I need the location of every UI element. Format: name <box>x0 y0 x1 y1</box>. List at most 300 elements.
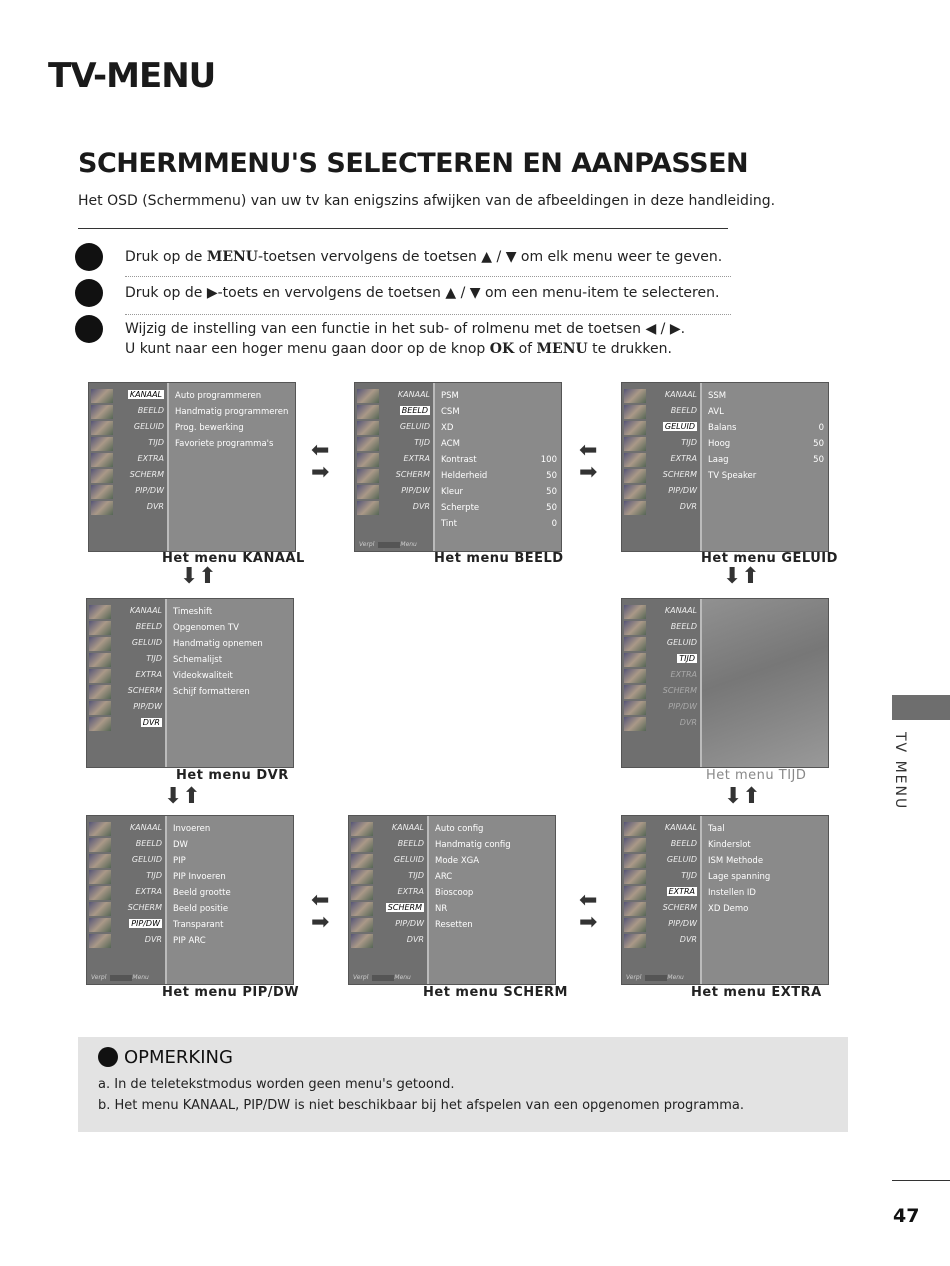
menu-footer-hint <box>359 541 417 548</box>
menu-sidebar-label: BEELD <box>135 839 162 848</box>
section-tab <box>892 695 950 720</box>
menu-sidebar-item <box>87 934 165 948</box>
menu-sidebar-label: KANAAL <box>129 390 162 399</box>
menu-item-list <box>435 824 551 936</box>
menu-sidebar <box>622 599 702 767</box>
menu-sidebar-item <box>87 902 165 916</box>
menu-thumbnail-icon <box>89 685 111 699</box>
menu-sidebar-label: DVR <box>679 502 697 511</box>
menu-thumbnail-icon <box>89 918 111 932</box>
menu-sidebar-item <box>87 637 165 651</box>
menu-sidebar-label: PIP/DW <box>668 919 697 928</box>
menu-option: Handmatig config <box>435 840 511 850</box>
menu-option: PIP ARC <box>173 936 206 946</box>
menu-option: Transparant <box>173 920 224 930</box>
menu-sidebar-label: BEELD <box>670 622 697 631</box>
menu-thumbnail-icon <box>624 669 646 683</box>
footer-menu-label: Menu <box>394 974 411 981</box>
menu-option: Resetten <box>435 920 473 930</box>
menu-beeld-screen <box>354 382 562 552</box>
menu-sidebar-label: KANAAL <box>129 823 162 832</box>
menu-option-label: TV Speaker <box>708 471 757 481</box>
menu-thumbnail-icon <box>624 453 646 467</box>
menu-sidebar-label: PIP/DW <box>135 486 164 495</box>
menu-sidebar-label: SCHERM <box>129 470 164 479</box>
menu-option <box>708 407 824 423</box>
menu-sidebar-item <box>89 485 167 499</box>
caption-kanaal: Het menu KANAAL <box>162 551 305 566</box>
menu-thumbnail-icon <box>91 437 113 451</box>
menu-sidebar <box>87 599 167 767</box>
menu-sidebar-label: EXTRA <box>670 454 697 463</box>
menu-sidebar-item <box>622 469 700 483</box>
menu-sidebar-label: GELUID <box>664 422 695 431</box>
menu-sidebar-label: KANAAL <box>664 823 697 832</box>
menu-sidebar-item <box>622 501 700 515</box>
caption-tijd: Het menu TIJD <box>706 768 807 783</box>
menu-thumbnail-icon <box>624 621 646 635</box>
menu-scherm-screen <box>348 815 556 985</box>
menu-option <box>441 455 557 471</box>
menu-thumbnail-icon <box>89 701 111 715</box>
menu-sidebar-label: SCHERM <box>127 686 162 695</box>
menu-option-label: Kontrast <box>441 455 477 465</box>
footer-move-label: Verpl <box>626 974 642 981</box>
menu-sidebar-item <box>355 485 433 499</box>
menu-thumbnail-icon <box>357 453 379 467</box>
menu-option-label: ACM <box>441 439 460 449</box>
menu-sidebar-item <box>622 838 700 852</box>
menu-thumbnail-icon <box>624 934 646 948</box>
menu-sidebar-label: DVR <box>146 502 164 511</box>
menu-footer-hint <box>91 974 149 981</box>
menu-sidebar-label: TIJD <box>146 654 162 663</box>
menu-sidebar-item <box>349 870 427 884</box>
menu-sidebar-label: KANAAL <box>129 606 162 615</box>
menu-sidebar-item <box>87 701 165 715</box>
menu-option <box>441 471 557 487</box>
page-title: TV-MENU <box>48 56 216 96</box>
menu-sidebar-label: EXTRA <box>397 887 424 896</box>
menu-thumbnail-icon <box>624 838 646 852</box>
menu-item-list <box>173 607 289 703</box>
menu-option: XD Demo <box>708 904 749 914</box>
menu-option: Auto programmeren <box>175 391 262 401</box>
menu-option-label: Tint <box>441 519 458 529</box>
arrow-up-down-icon: ⬇⬆ <box>164 784 201 809</box>
menu-option-value: 50 <box>546 487 557 497</box>
caption-scherm: Het menu SCHERM <box>423 985 568 1000</box>
menu-kanaal-screen <box>88 382 296 552</box>
menu-thumbnail-icon <box>351 854 373 868</box>
menu-sidebar-item <box>622 902 700 916</box>
menu-sidebar-label: TIJD <box>414 438 430 447</box>
menu-thumbnail-icon <box>357 437 379 451</box>
step-2-text: Druk op de ▶-toets en vervolgens de toetsen ▲ / ▼ om een menu-item te selecteren. <box>125 285 720 301</box>
menu-tijd-screen <box>621 598 829 768</box>
menu-thumbnail-icon <box>89 653 111 667</box>
note-line-b: b. Het menu KANAAL, PIP/DW is niet beschikbaar bij het afspelen van een opgenomen programma. <box>98 1098 745 1113</box>
menu-option-value: 50 <box>546 471 557 481</box>
menu-thumbnail-icon <box>624 854 646 868</box>
caption-beeld: Het menu BEELD <box>434 551 564 566</box>
menu-sidebar-item <box>87 653 165 667</box>
menu-sidebar-label: GELUID <box>399 422 430 431</box>
menu-sidebar-label: DVR <box>679 718 697 727</box>
menu-thumbnail-icon <box>624 870 646 884</box>
menu-sidebar-item <box>355 469 433 483</box>
menu-option: Instellen ID <box>708 888 756 898</box>
menu-sidebar-item <box>622 701 700 715</box>
footer-key-bar <box>378 542 400 548</box>
menu-thumbnail-icon <box>357 389 379 403</box>
step-1-text: Druk op de MENU-toetsen vervolgens de toetsen ▲ / ▼ om elk menu weer te geven. <box>125 249 723 265</box>
menu-thumbnail-icon <box>624 501 646 515</box>
menu-option-label: Kleur <box>441 487 464 497</box>
menu-sidebar-label: PIP/DW <box>133 702 162 711</box>
section-tab-label: TV MENU <box>892 732 908 811</box>
menu-sidebar-item <box>355 405 433 419</box>
menu-option <box>441 487 557 503</box>
arrow-up-down-icon: ⬇⬆ <box>180 564 217 589</box>
menu-thumbnail-icon <box>89 637 111 651</box>
menu-sidebar-label: BEELD <box>670 839 697 848</box>
footer-move-label: Verpl <box>353 974 369 981</box>
menu-sidebar-label: SCHERM <box>387 903 422 912</box>
menu-sidebar-label: TIJD <box>146 871 162 880</box>
menu-thumbnail-icon <box>91 453 113 467</box>
menu-option: ARC <box>435 872 453 882</box>
menu-sidebar-item <box>355 453 433 467</box>
menu-thumbnail-icon <box>624 389 646 403</box>
footer-move-label: Verpl <box>91 974 107 981</box>
menu-sidebar-item <box>89 437 167 451</box>
intro-divider <box>78 228 728 229</box>
menu-option: Bioscoop <box>435 888 474 898</box>
menu-thumbnail-icon <box>89 621 111 635</box>
caption-pipdw: Het menu PIP/DW <box>162 985 300 1000</box>
menu-sidebar-item <box>89 501 167 515</box>
menu-sidebar-item <box>89 421 167 435</box>
menu-sidebar-item <box>349 886 427 900</box>
menu-thumbnail-icon <box>357 469 379 483</box>
page-number: 47 <box>893 1205 920 1227</box>
arrow-left-right-icon: ⬅ ➡ <box>579 888 598 935</box>
menu-thumbnail-icon <box>351 838 373 852</box>
menu-sidebar-item <box>622 389 700 403</box>
menu-option: ISM Methode <box>708 856 764 866</box>
menu-sidebar-label: DVR <box>406 935 424 944</box>
menu-sidebar-label: DVR <box>144 935 162 944</box>
menu-option <box>708 423 824 439</box>
menu-option-label: AVL <box>708 407 724 417</box>
menu-thumbnail-icon <box>91 421 113 435</box>
menu-sidebar-item <box>87 838 165 852</box>
menu-option: Auto config <box>435 824 484 834</box>
step-bullet-icon <box>75 279 103 307</box>
menu-sidebar <box>622 816 702 984</box>
menu-sidebar-label: TIJD <box>681 438 697 447</box>
step-bullet-icon <box>75 243 103 271</box>
menu-item-list <box>173 824 289 952</box>
step-3-text: Wijzig de instelling van een functie in het sub- of rolmenu met de toetsen ◀ / ▶. <box>125 321 686 337</box>
menu-sidebar-item <box>622 934 700 948</box>
menu-sidebar-item <box>622 870 700 884</box>
menu-option: NR <box>435 904 448 914</box>
menu-sidebar-label: EXTRA <box>670 670 697 679</box>
menu-sidebar-label: SCHERM <box>662 686 697 695</box>
menu-option: DW <box>173 840 188 850</box>
menu-option <box>441 407 557 423</box>
menu-sidebar-label: TIJD <box>679 654 695 663</box>
menu-thumbnail-icon <box>89 902 111 916</box>
menu-footer-hint <box>626 974 684 981</box>
menu-sidebar <box>349 816 429 984</box>
step-3-line-2: U kunt naar een hoger menu gaan door op de knop OK of MENU te drukken. <box>125 341 672 357</box>
menu-option: Handmatig programmeren <box>175 407 289 417</box>
menu-geluid-screen <box>621 382 829 552</box>
menu-dvr-screen <box>86 598 294 768</box>
menu-sidebar-item <box>87 669 165 683</box>
menu-thumbnail-icon <box>351 822 373 836</box>
caption-dvr: Het menu DVR <box>176 768 289 783</box>
menu-option: Lage spanning <box>708 872 771 882</box>
footer-key-bar <box>645 975 667 981</box>
footer-menu-label: Menu <box>400 541 417 548</box>
menu-option <box>441 519 557 535</box>
menu-sidebar-label: GELUID <box>133 422 164 431</box>
menu-option-value: 50 <box>813 455 824 465</box>
note-bullet-icon <box>98 1047 118 1067</box>
menu-thumbnail-icon <box>91 501 113 515</box>
menu-option <box>708 471 824 487</box>
menu-option-value: 50 <box>546 503 557 513</box>
menu-sidebar-label: BEELD <box>137 406 164 415</box>
menu-item-list <box>175 391 291 455</box>
menu-sidebar-label: EXTRA <box>135 670 162 679</box>
menu-thumbnail-icon <box>357 405 379 419</box>
menu-thumbnail-icon <box>624 405 646 419</box>
menu-pipdw-screen <box>86 815 294 985</box>
menu-option-label: CSM <box>441 407 460 417</box>
menu-option-label: Balans <box>708 423 737 433</box>
menu-thumbnail-icon <box>624 701 646 715</box>
menu-sidebar-item <box>87 621 165 635</box>
menu-thumbnail-icon <box>624 421 646 435</box>
menu-option: Mode XGA <box>435 856 480 866</box>
menu-sidebar-item <box>89 405 167 419</box>
menu-option-value: 50 <box>813 439 824 449</box>
arrow-up-down-icon: ⬇⬆ <box>723 564 760 589</box>
menu-option: Favoriete programma's <box>175 439 274 449</box>
menu-sidebar-item <box>349 822 427 836</box>
menu-sidebar-label: SCHERM <box>662 903 697 912</box>
menu-sidebar-item <box>355 437 433 451</box>
menu-footer-hint <box>353 974 411 981</box>
menu-option: Taal <box>708 824 725 834</box>
note-box <box>78 1037 848 1132</box>
menu-thumbnail-icon <box>351 934 373 948</box>
menu-thumbnail-icon <box>624 437 646 451</box>
menu-sidebar-item <box>349 902 427 916</box>
page-number-rule <box>892 1180 950 1181</box>
menu-option: Beeld positie <box>173 904 229 914</box>
menu-sidebar-item <box>622 685 700 699</box>
menu-sidebar-label: GELUID <box>131 855 162 864</box>
menu-option: PIP Invoeren <box>173 872 226 882</box>
menu-sidebar-item <box>87 918 165 932</box>
menu-option-value: 0 <box>818 423 824 433</box>
menu-sidebar-item <box>622 421 700 435</box>
footer-key-bar <box>372 975 394 981</box>
menu-option <box>441 503 557 519</box>
menu-sidebar-item <box>87 822 165 836</box>
menu-option <box>708 391 824 407</box>
menu-thumbnail-icon <box>624 886 646 900</box>
menu-sidebar-item <box>87 717 165 731</box>
footer-key-bar <box>110 975 132 981</box>
menu-sidebar-label: EXTRA <box>137 454 164 463</box>
menu-option: Handmatig opnemen <box>173 639 263 649</box>
menu-sidebar-item <box>349 918 427 932</box>
menu-thumbnail-icon <box>624 605 646 619</box>
menu-option: Timeshift <box>173 607 213 617</box>
menu-sidebar-item <box>622 605 700 619</box>
menu-sidebar-label: BEELD <box>401 406 428 415</box>
menu-option: Videokwaliteit <box>173 671 233 681</box>
menu-sidebar-item <box>349 934 427 948</box>
menu-option-label: PSM <box>441 391 459 401</box>
arrow-left-right-icon: ⬅ ➡ <box>311 438 330 485</box>
menu-sidebar-item <box>622 918 700 932</box>
menu-option-value: 0 <box>551 519 557 529</box>
menu-thumbnail-icon <box>91 405 113 419</box>
menu-thumbnail-icon <box>624 822 646 836</box>
menu-thumbnail-icon <box>89 838 111 852</box>
menu-thumbnail-icon <box>351 918 373 932</box>
menu-sidebar-item <box>349 854 427 868</box>
menu-thumbnail-icon <box>357 501 379 515</box>
menu-sidebar-label: KANAAL <box>664 390 697 399</box>
menu-thumbnail-icon <box>624 717 646 731</box>
menu-sidebar-label: BEELD <box>670 406 697 415</box>
menu-extra-screen <box>621 815 829 985</box>
menu-sidebar-label: KANAAL <box>664 606 697 615</box>
menu-sidebar-label: EXTRA <box>135 887 162 896</box>
menu-thumbnail-icon <box>89 886 111 900</box>
menu-sidebar-item <box>355 421 433 435</box>
menu-sidebar-item <box>87 870 165 884</box>
menu-sidebar-label: TIJD <box>681 871 697 880</box>
menu-sidebar-label: DVR <box>412 502 430 511</box>
menu-sidebar-label: BEELD <box>397 839 424 848</box>
menu-option: PIP <box>173 856 186 866</box>
menu-item-list <box>708 824 824 920</box>
menu-sidebar-label: GELUID <box>666 638 697 647</box>
menu-sidebar-item <box>87 854 165 868</box>
menu-thumbnail-icon <box>624 485 646 499</box>
menu-sidebar-item <box>622 669 700 683</box>
footer-menu-label: Menu <box>667 974 684 981</box>
footer-move-label: Verpl <box>359 541 375 548</box>
menu-thumbnail-icon <box>624 637 646 651</box>
menu-sidebar-item <box>87 685 165 699</box>
menu-sidebar-label: SCHERM <box>395 470 430 479</box>
arrow-left-right-icon: ⬅ ➡ <box>579 438 598 485</box>
menu-option: Beeld grootte <box>173 888 231 898</box>
menu-sidebar-item <box>622 485 700 499</box>
caption-geluid: Het menu GELUID <box>701 551 838 566</box>
menu-sidebar-item <box>355 501 433 515</box>
menu-thumbnail-icon <box>624 653 646 667</box>
menu-sidebar-label: EXTRA <box>403 454 430 463</box>
menu-sidebar-item <box>89 453 167 467</box>
menu-sidebar <box>89 383 169 551</box>
menu-sidebar-label: TIJD <box>148 438 164 447</box>
intro-text: Het OSD (Schermmenu) van uw tv kan enigszins afwijken van de afbeeldingen in deze handleiding. <box>78 193 776 209</box>
menu-sidebar-label: SCHERM <box>662 470 697 479</box>
menu-sidebar-item <box>622 405 700 419</box>
menu-thumbnail-icon <box>89 717 111 731</box>
menu-option-label: Hoog <box>708 439 731 449</box>
menu-item-list <box>708 391 824 487</box>
menu-sidebar-label: SCHERM <box>127 903 162 912</box>
menu-sidebar-item <box>622 653 700 667</box>
menu-option <box>708 439 824 455</box>
menu-sidebar-label: PIP/DW <box>401 486 430 495</box>
menu-sidebar-label: DVR <box>142 718 160 727</box>
menu-option: Kinderslot <box>708 840 751 850</box>
menu-sidebar <box>355 383 435 551</box>
menu-sidebar-item <box>622 637 700 651</box>
menu-sidebar-label: BEELD <box>135 622 162 631</box>
menu-sidebar-item <box>622 437 700 451</box>
menu-sidebar-item <box>349 838 427 852</box>
menu-sidebar <box>622 383 702 551</box>
menu-sidebar-item <box>622 822 700 836</box>
menu-thumbnail-icon <box>89 669 111 683</box>
menu-sidebar-label: TIJD <box>408 871 424 880</box>
note-line-a: a. In de teletekstmodus worden geen menu's getoond. <box>98 1077 455 1092</box>
note-title: OPMERKING <box>124 1047 233 1068</box>
menu-sidebar-item <box>87 605 165 619</box>
menu-thumbnail-icon <box>624 902 646 916</box>
step-separator <box>125 276 731 277</box>
menu-sidebar-item <box>622 854 700 868</box>
menu-sidebar-label: PIP/DW <box>668 486 697 495</box>
menu-option: Schemalijst <box>173 655 223 665</box>
arrow-left-right-icon: ⬅ ➡ <box>311 888 330 935</box>
menu-sidebar-label: KANAAL <box>397 390 430 399</box>
menu-thumbnail-icon <box>89 934 111 948</box>
menu-sidebar-label: KANAAL <box>391 823 424 832</box>
menu-thumbnail-icon <box>91 485 113 499</box>
menu-sidebar-label: GELUID <box>666 855 697 864</box>
menu-thumbnail-icon <box>624 685 646 699</box>
menu-item-list <box>441 391 557 535</box>
menu-option: Opgenomen TV <box>173 623 239 633</box>
caption-extra: Het menu EXTRA <box>691 985 822 1000</box>
step-bullet-icon <box>75 315 103 343</box>
menu-thumbnail-icon <box>89 605 111 619</box>
arrow-up-down-icon: ⬇⬆ <box>724 784 761 809</box>
menu-thumbnail-icon <box>351 870 373 884</box>
menu-option-label: Helderheid <box>441 471 488 481</box>
menu-option-label: XD <box>441 423 454 433</box>
menu-sidebar-item <box>355 389 433 403</box>
step-separator <box>125 314 731 315</box>
menu-option <box>708 455 824 471</box>
